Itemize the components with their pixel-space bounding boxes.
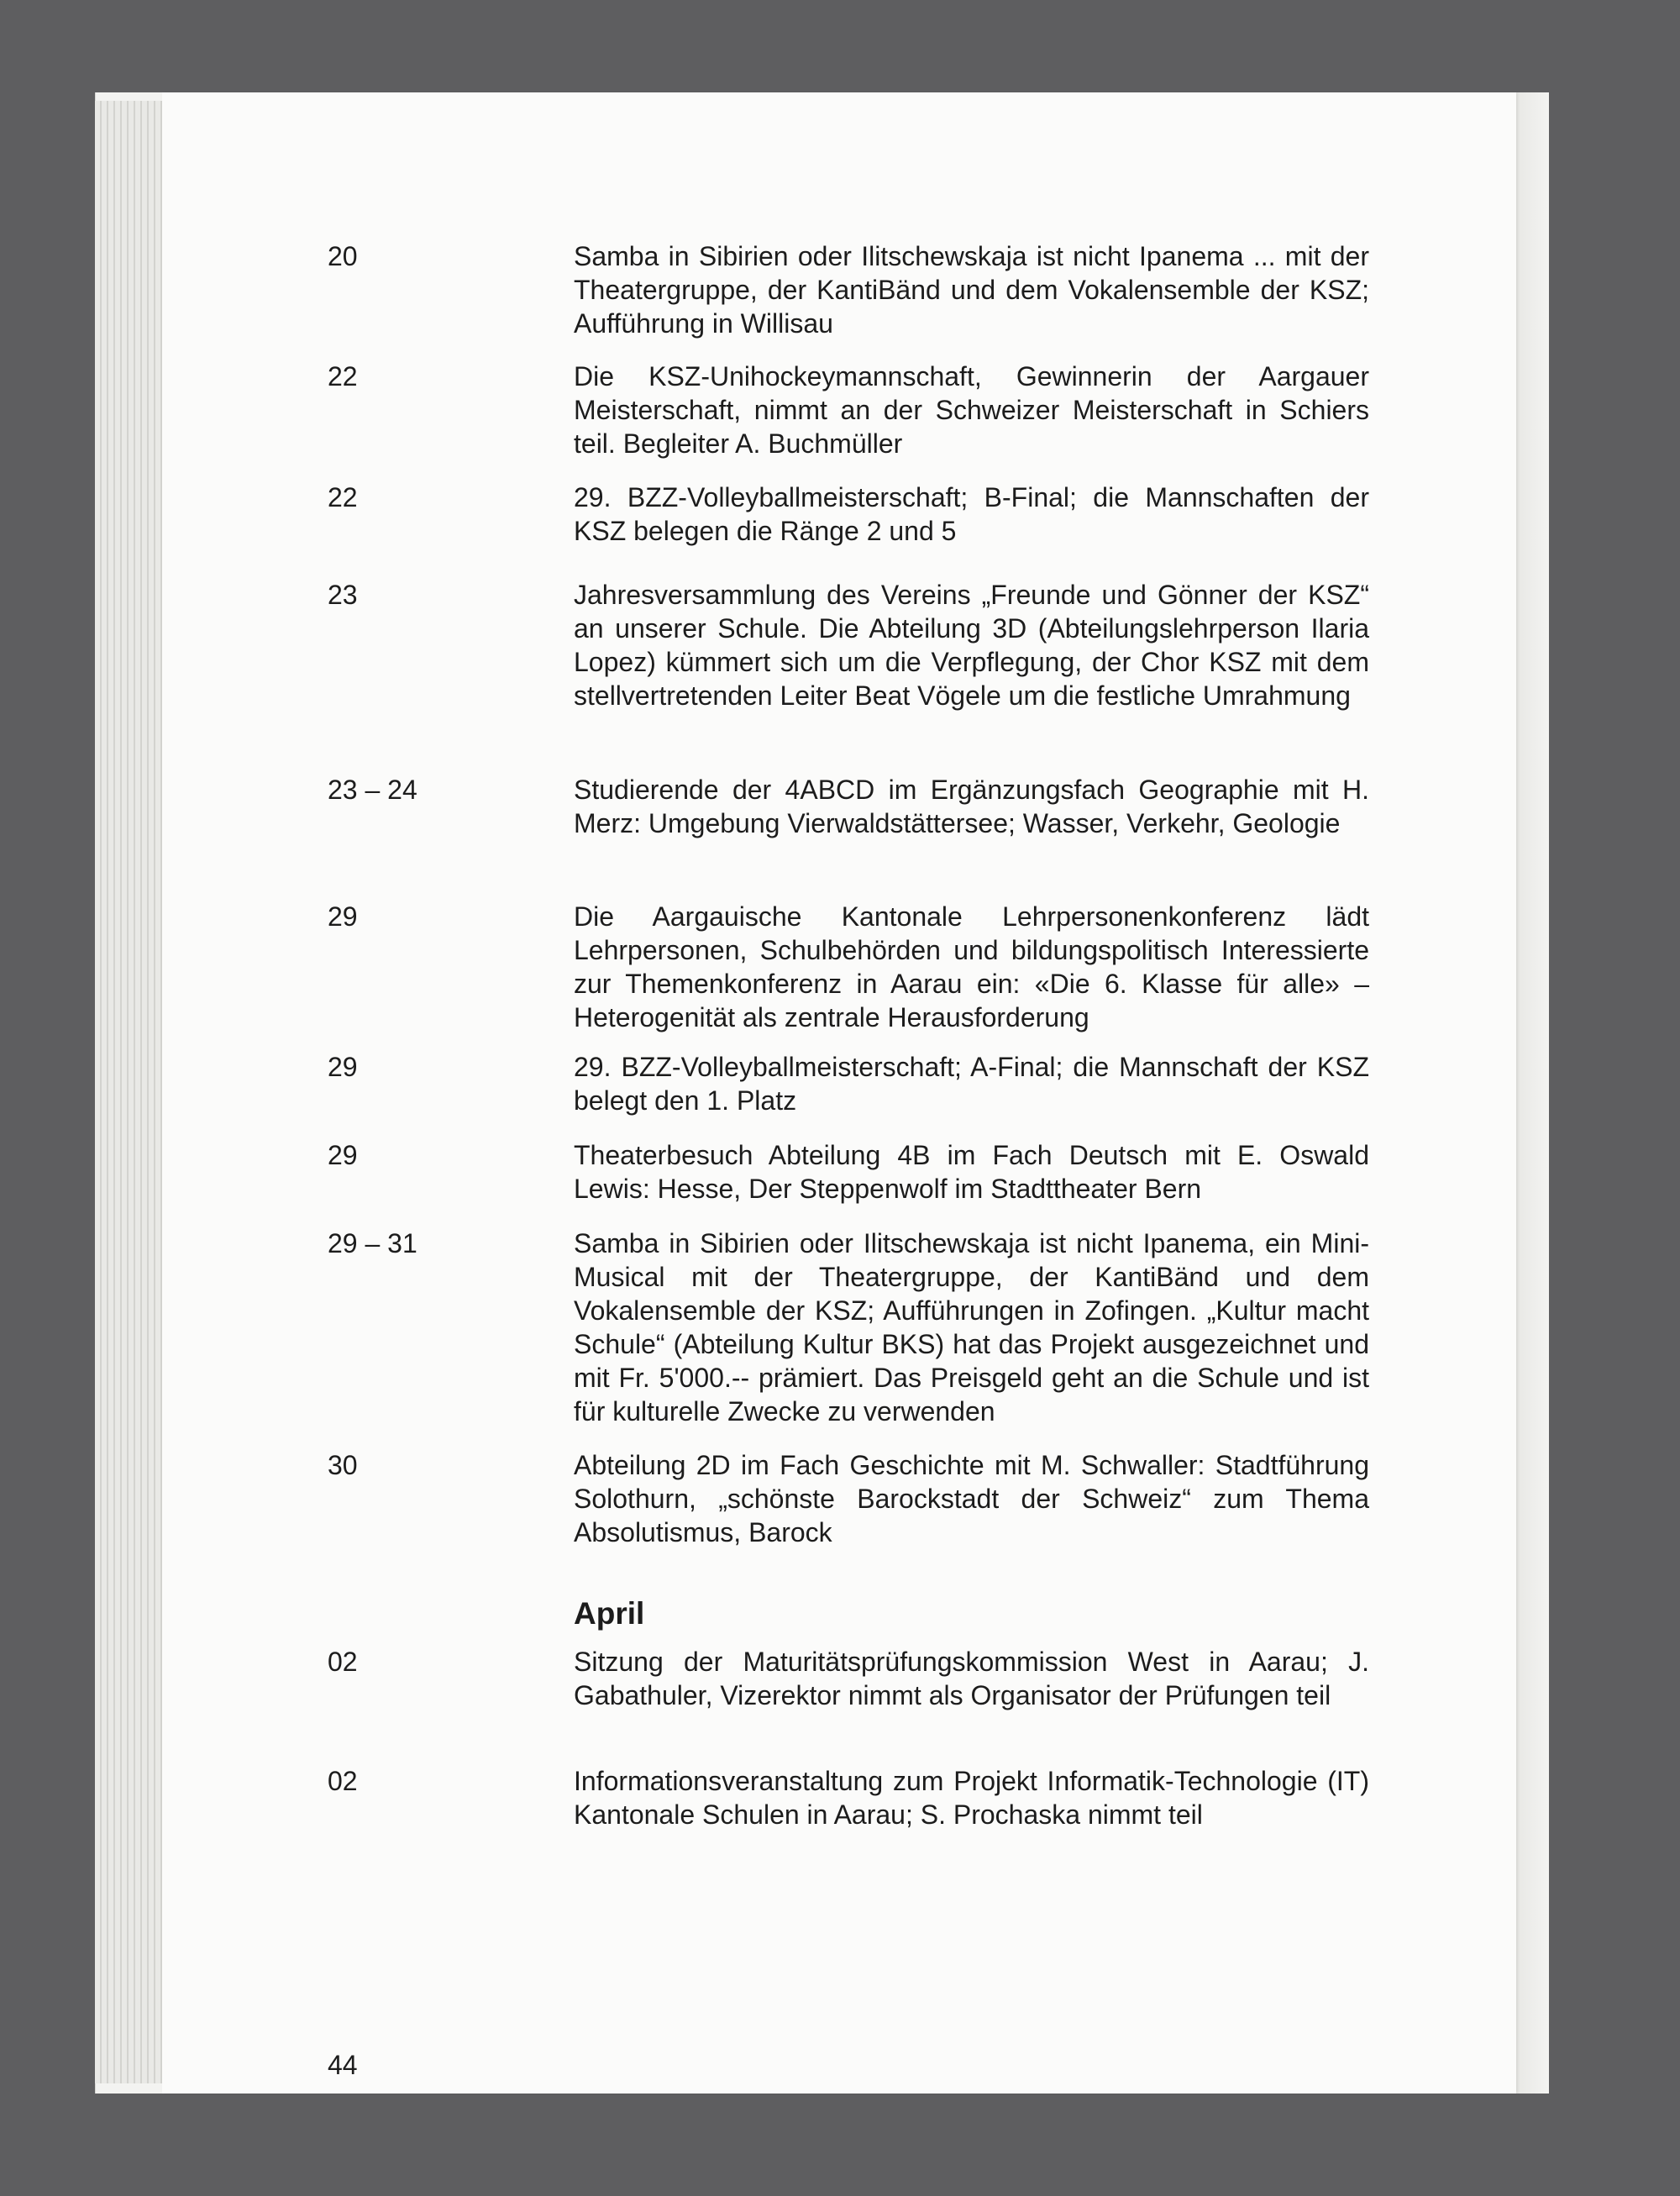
- entry-date: 02: [328, 1766, 358, 1796]
- entry-date: 29: [328, 901, 358, 932]
- entry-date: 23 – 24: [328, 775, 417, 805]
- entry-date: 29: [328, 1140, 358, 1170]
- entry-text: Studierende der 4ABCD im Ergänzungsfach Geographie mit H. Merz: Umgebung Vierwaldstättersee; Wasser, Verkehr, Geologie: [574, 775, 1369, 838]
- entry-text: Die KSZ-Unihockeymannschaft, Gewinnerin der Aargauer Meisterschaft, nimmt an der Schweizer Meisterschaft in Schiers teil. Begleiter A. Buchmüller: [574, 361, 1369, 459]
- entry-date: 23: [328, 580, 358, 610]
- entry-date: 22: [328, 361, 358, 391]
- entry-text: Informationsveranstaltung zum Projekt Informatik-Technologie (IT) Kantonale Schulen in Aarau; S. Prochaska nimmt teil: [574, 1766, 1369, 1830]
- entry-text: 29. BZZ-Volleyballmeisterschaft; A-Final; die Mannschaft der KSZ belegt den 1. Platz: [574, 1052, 1369, 1116]
- entry-text: Die Aargauische Kantonale Lehrpersonenkonferenz lädt Lehrpersonen, Schulbehörden und bildungspolitisch Interessierte zur Themenkonferenz in Aarau ein: «Die 6. Klasse für alle» – Heterogenität als zentrale Herausforderung: [574, 901, 1369, 1032]
- entry-text: Samba in Sibirien oder Ilitschewskaja ist nicht Ipanema, ein Mini-Musical mit der Theatergruppe, der KantiBänd und dem Vokalensemble der KSZ; Aufführungen in Zofingen. „Kultur macht Schule“ (Abteilung Kultur BKS) hat das Projekt ausgezeichnet und mit Fr. 5'000.-- prämiert. Das Preisgeld geht an die Schule und ist für kulturelle Zwecke zu verwenden: [574, 1228, 1369, 1426]
- entry-date: 20: [328, 241, 358, 271]
- entry-text: Theaterbesuch Abteilung 4B im Fach Deutsch mit E. Oswald Lewis: Hesse, Der Steppenwolf im Stadttheater Bern: [574, 1140, 1369, 1204]
- entry-text: Abteilung 2D im Fach Geschichte mit M. Schwaller: Stadtführung Solothurn, „schönste Barockstadt der Schweiz“ zum Thema Absolutismus, Barock: [574, 1450, 1369, 1547]
- entry-text: Sitzung der Maturitätsprüfungskommission West in Aarau; J. Gabathuler, Vizerektor nimmt als Organisator der Prüfungen teil: [574, 1647, 1369, 1710]
- entry-date: 29: [328, 1052, 358, 1082]
- page-edges: [95, 101, 162, 2083]
- entry-text: Jahresversammlung des Vereins „Freunde und Gönner der KSZ“ an unserer Schule. Die Abteilung 3D (Abteilungslehrperson Ilaria Lopez) kümmert sich um die Verpflegung, der Chor KSZ mit dem stellvertretenden Leiter Beat Vögele um die festliche Umrahmung: [574, 580, 1369, 711]
- right-page-edge: [1516, 92, 1548, 2094]
- entry-date: 02: [328, 1647, 358, 1677]
- entry-date: 22: [328, 482, 358, 512]
- entry-date: 29 – 31: [328, 1228, 417, 1258]
- entry-text: Samba in Sibirien oder Ilitschewskaja ist nicht Ipanema ... mit der Theatergruppe, der KantiBänd und dem Vokalensemble der KSZ; Aufführung in Willisau: [574, 241, 1369, 339]
- entry-date: 30: [328, 1450, 358, 1480]
- page-number: 44: [328, 2050, 358, 2080]
- month-heading: April: [574, 1596, 645, 1631]
- entry-text: 29. BZZ-Volleyballmeisterschaft; B-Final; die Mannschaften der KSZ belegen die Ränge 2 und 5: [574, 482, 1369, 546]
